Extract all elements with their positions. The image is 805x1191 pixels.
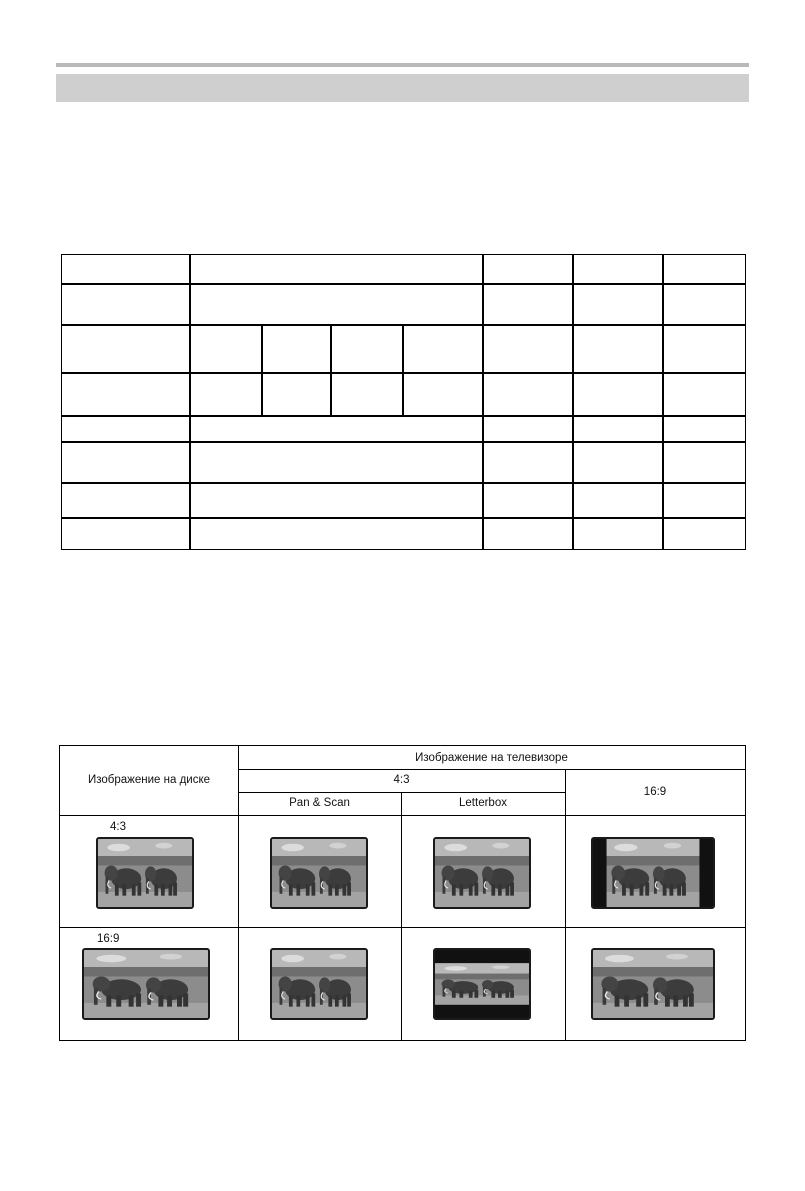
header-tv-image: Изображение на телевизоре	[415, 752, 568, 764]
header-divider	[238, 769, 745, 770]
elephant-image-disc-4-3	[96, 837, 194, 909]
row-divider	[62, 415, 745, 417]
row-label-4-3: 4:3	[110, 821, 126, 833]
row-divider	[62, 517, 745, 519]
elephant-image-disc-16-9	[82, 948, 210, 1020]
elephant-image-letterbox-16-9	[433, 948, 531, 1020]
section-title-bar	[56, 74, 749, 102]
sub-col-divider	[402, 324, 404, 415]
header-disc-image: Изображение на диске	[87, 774, 211, 786]
spec-table	[61, 254, 746, 550]
sub-col-divider	[330, 324, 332, 415]
col-divider	[572, 255, 574, 549]
col-divider	[565, 769, 566, 1040]
row-divider	[60, 927, 745, 928]
col-divider	[482, 255, 484, 549]
row-divider	[62, 482, 745, 484]
row-label-16-9: 16:9	[97, 933, 120, 945]
col-divider	[238, 746, 239, 1040]
col-divider	[662, 255, 664, 549]
col-divider	[189, 255, 191, 549]
aspect-ratio-table	[59, 745, 746, 1041]
header-pan-scan: Pan & Scan	[289, 797, 350, 809]
elephant-image-widescreen-16-9	[591, 948, 715, 1020]
row-divider	[62, 324, 745, 326]
row-divider	[62, 283, 745, 285]
elephant-image-pan-scan-4-3	[270, 837, 368, 909]
header-4-3: 4:3	[393, 774, 410, 786]
header-letterbox: Letterbox	[459, 797, 507, 809]
header-16-9: 16:9	[643, 786, 667, 798]
col-divider	[401, 792, 402, 1040]
elephant-image-widescreen-pillarbox	[591, 837, 715, 909]
row-divider	[62, 372, 745, 374]
header-rule	[56, 63, 749, 67]
elephant-image-pan-scan-16-9	[270, 948, 368, 1020]
header-divider	[60, 815, 745, 816]
row-divider	[62, 441, 745, 443]
sub-col-divider	[261, 324, 263, 415]
elephant-image-letterbox-4-3	[433, 837, 531, 909]
